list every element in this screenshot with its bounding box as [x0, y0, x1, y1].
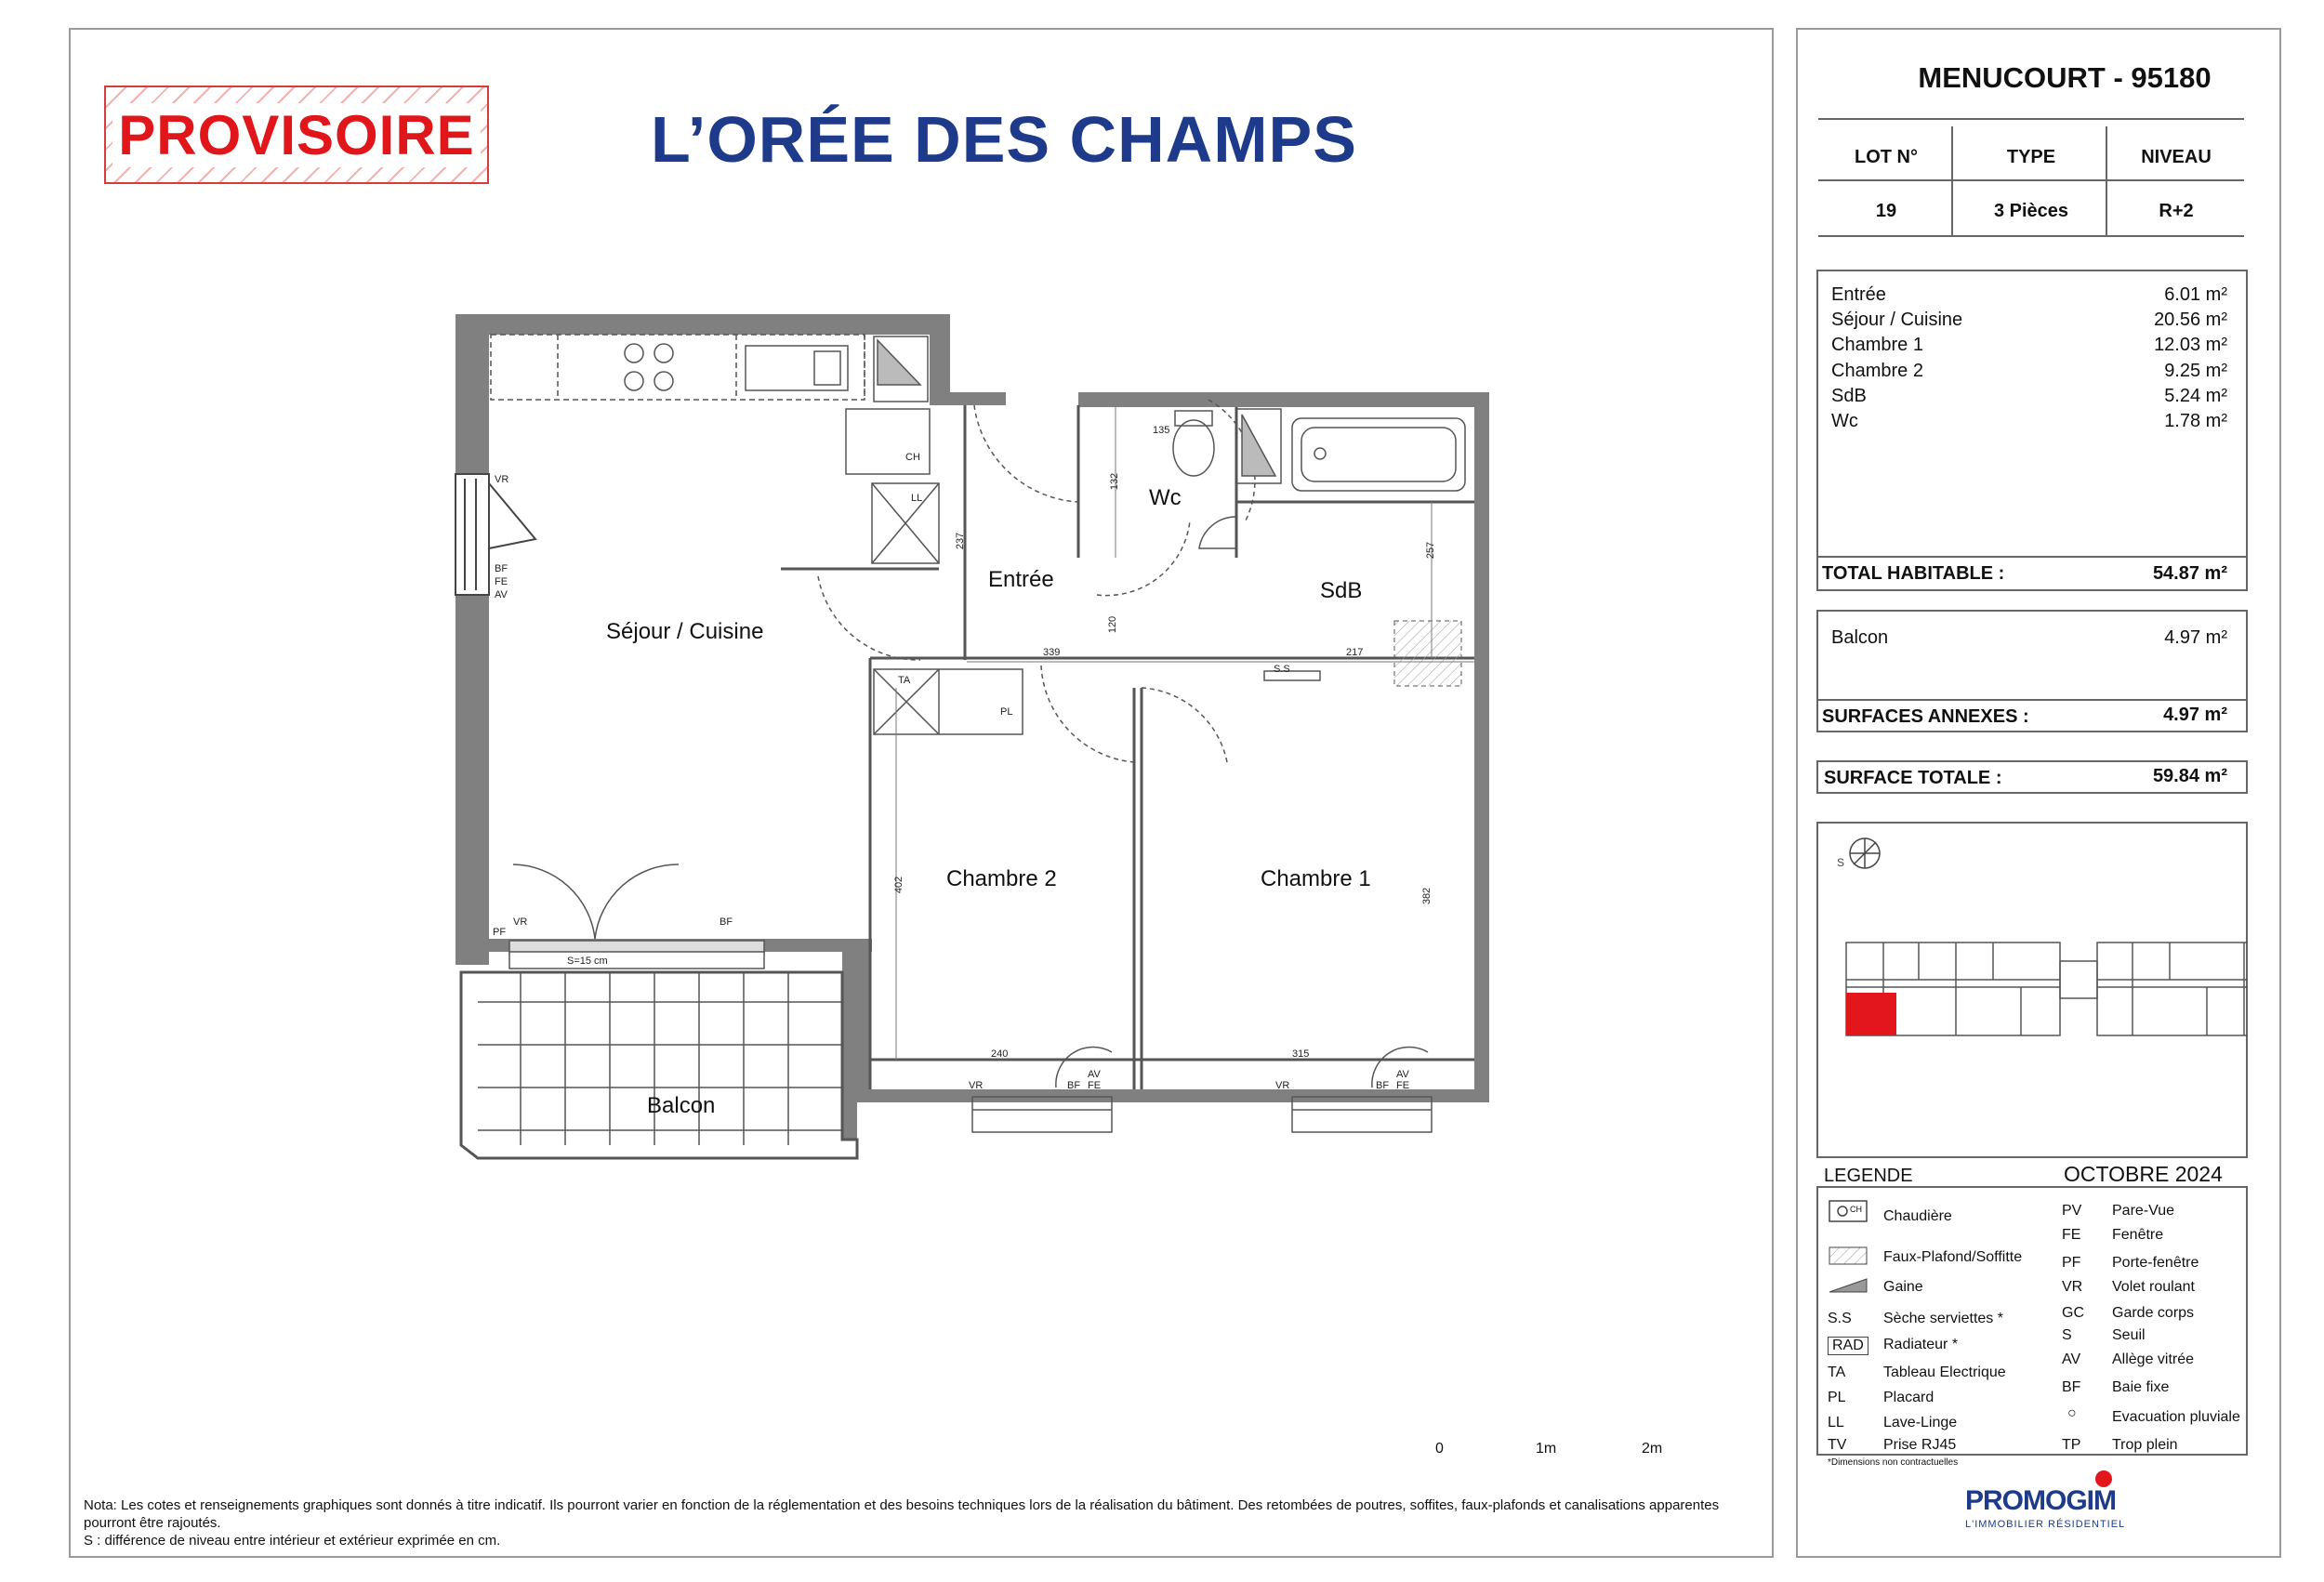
surface-value: 9.25 m²	[2164, 361, 2227, 381]
legend-ch: CH	[1850, 1205, 1862, 1214]
legend-date: OCTOBRE 2024	[2064, 1162, 2223, 1186]
code-av-ch1: AV	[1396, 1069, 1409, 1080]
brand-tagline: L'IMMOBILIER RÉSIDENTIEL	[1965, 1519, 2126, 1530]
code-vr-ch2: VR	[969, 1080, 984, 1091]
legend-right-label: Pare-Vue	[2112, 1203, 2174, 1219]
surfaces-annexes-label: SURFACES ANNEXES :	[1822, 706, 2029, 727]
legend-right-code: ○	[2067, 1405, 2077, 1421]
legend-left-label: Prise RJ45	[1883, 1437, 1957, 1453]
niveau-value: R+2	[2159, 201, 2194, 221]
legend-right-label: Volet roulant	[2112, 1279, 2195, 1295]
total-habitable-value: 54.87 m²	[2152, 563, 2227, 584]
north-compass-icon	[1837, 838, 1880, 869]
legend-right-code: S	[2062, 1327, 2072, 1343]
dim-237: 237	[955, 532, 967, 550]
annexe-value: 4.97 m²	[2164, 627, 2227, 648]
dim-382: 382	[1421, 887, 1433, 905]
room-balcon: Balcon	[647, 1093, 716, 1118]
legend-title: LEGENDE	[1824, 1166, 1913, 1186]
legend-left-code: S.S	[1828, 1311, 1852, 1326]
total-divider	[1816, 556, 2248, 558]
room-entree: Entrée	[988, 567, 1054, 592]
scale-0: 0	[1435, 1441, 1444, 1457]
surface-label: Wc	[1831, 411, 1858, 431]
legend-right-label: Allège vitrée	[2112, 1351, 2195, 1367]
legend-left-code: TA	[1828, 1364, 1846, 1380]
dim-315: 315	[1292, 1048, 1310, 1060]
legend-left-label: Faux-Plafond/Soffitte	[1883, 1249, 2023, 1265]
total-habitable-label: TOTAL HABITABLE :	[1822, 563, 2005, 584]
code-bf-ch2: BF	[1067, 1080, 1081, 1091]
svg-text:S: S	[1837, 856, 1845, 869]
surface-value: 6.01 m²	[2164, 284, 2227, 305]
legend-right-label: Porte-fenêtre	[2112, 1255, 2199, 1271]
annexes-divider	[1816, 699, 2248, 701]
code-fe-ch2: FE	[1088, 1080, 1102, 1091]
stamp-text: PROVISOIRE	[112, 103, 480, 167]
legend-right-label: Fenêtre	[2112, 1227, 2164, 1243]
header-location: MENUCOURT - 95180	[1918, 61, 2212, 94]
niveau-header: NIVEAU	[2141, 147, 2212, 167]
legend-left-label: Gaine	[1883, 1279, 1923, 1295]
legend-left-code: PL	[1828, 1390, 1846, 1405]
legend-left-label: Placard	[1883, 1390, 1934, 1405]
room-wc: Wc	[1149, 485, 1182, 510]
type-header: TYPE	[2006, 147, 2056, 167]
lot-value: 19	[1875, 201, 1897, 221]
legend-right-label: Seuil	[2112, 1327, 2146, 1343]
nota-seuil: S : différence de niveau entre intérieur et extérieur exprimée en cm.	[84, 1533, 501, 1549]
brand-logo	[1965, 1469, 2127, 1543]
code-vr-ch1: VR	[1275, 1080, 1290, 1091]
dim-120: 120	[1107, 615, 1119, 634]
legend-left-label: Lave-Linge	[1883, 1415, 1958, 1430]
legend-right-code: VR	[2062, 1279, 2083, 1295]
dim-seuil: S=15 cm	[567, 956, 608, 967]
dim-339: 339	[1043, 647, 1061, 658]
legend-left-label: Sèche serviettes *	[1883, 1311, 2003, 1326]
surface-label: Entrée	[1831, 284, 1886, 305]
room-chambre1: Chambre 1	[1261, 866, 1371, 891]
legend-right-code: BF	[2062, 1379, 2081, 1395]
surface-totale-value: 59.84 m²	[2152, 766, 2227, 786]
dim-257: 257	[1425, 541, 1437, 560]
legend-right-code: PF	[2062, 1255, 2081, 1271]
legend-right-label: Baie fixe	[2112, 1379, 2170, 1395]
location-plan	[1816, 822, 2248, 1158]
code-fe-left: FE	[495, 576, 508, 587]
code-pf: PF	[493, 927, 507, 938]
legend-right-label: Garde corps	[2112, 1305, 2195, 1321]
legend-right-code: PV	[2062, 1203, 2082, 1219]
code-av-ch2: AV	[1088, 1069, 1101, 1080]
code-ch: CH	[905, 452, 920, 463]
legend-left-label: Chaudière	[1883, 1208, 1952, 1224]
surface-label: Séjour / Cuisine	[1831, 310, 1963, 330]
code-bf-ch1: BF	[1376, 1080, 1390, 1091]
code-bf-sejour: BF	[720, 916, 733, 928]
surface-totale-label: SURFACE TOTALE :	[1824, 768, 2002, 788]
legend-left-label: Tableau Electrique	[1883, 1364, 2006, 1380]
legend-right-code: TP	[2062, 1437, 2081, 1453]
room-sdb: SdB	[1320, 578, 1363, 603]
surface-value: 12.03 m²	[2154, 335, 2227, 355]
dim-240: 240	[991, 1048, 1009, 1060]
room-chambre2: Chambre 2	[946, 866, 1057, 891]
code-ss: S.S	[1274, 664, 1290, 675]
legend-right-code: GC	[2062, 1305, 2084, 1321]
scale-1m: 1m	[1536, 1441, 1557, 1457]
surface-value: 5.24 m²	[2164, 386, 2227, 406]
project-title: L’ORÉE DES CHAMPS	[651, 103, 1357, 176]
legend-footnote: *Dimensions non contractuelles	[1828, 1457, 1959, 1468]
surface-value: 1.78 m²	[2164, 411, 2227, 431]
faux-plafond-icon	[1829, 1247, 1867, 1264]
brand-name: PROMOGIM	[1965, 1485, 2116, 1516]
code-fe-ch1: FE	[1396, 1080, 1410, 1091]
nota-text: Nota: Les cotes et renseignements graphiques sont donnés à titre indicatif. Ils pourront varier en fonction de la réglementation et des besoins techniques lors de la réalisation du bâtiment. Des retombées de poutres, soffites, faux-plafonds et canalisations apparentes pourront être rajoutés.	[84, 1497, 1720, 1531]
legend-left-label: Radiateur *	[1883, 1337, 1959, 1352]
lot-highlight	[1846, 993, 1896, 1035]
code-ta: TA	[898, 675, 911, 686]
code-bf-left: BF	[495, 563, 508, 574]
dim-402: 402	[893, 876, 905, 894]
surface-label: Chambre 1	[1831, 335, 1923, 355]
code-ll: LL	[911, 493, 923, 504]
dim-217: 217	[1346, 647, 1364, 658]
surface-value: 20.56 m²	[2154, 310, 2227, 330]
surface-label: SdB	[1831, 386, 1867, 406]
nota-block	[84, 1496, 1720, 1549]
surfaces-annexes-value: 4.97 m²	[2163, 705, 2227, 725]
legend-right-code: AV	[2062, 1351, 2081, 1367]
code-vr-sejour: VR	[513, 916, 528, 928]
dim-132: 132	[1109, 472, 1121, 491]
code-pl: PL	[1000, 706, 1013, 718]
code-vr-left: VR	[495, 474, 509, 485]
legend-right-label: Trop plein	[2112, 1437, 2178, 1453]
legend-left-code: TV	[1828, 1437, 1847, 1453]
legend-left-code: RAD	[1828, 1337, 1868, 1355]
legend-right-label: Evacuation pluviale	[2112, 1409, 2240, 1425]
lot-header: LOT N°	[1855, 147, 1918, 167]
dim-135: 135	[1153, 425, 1170, 436]
legend-left-code: LL	[1828, 1415, 1844, 1430]
code-av-left: AV	[495, 589, 508, 600]
scale-2m: 2m	[1642, 1441, 1663, 1457]
legend-right-code: FE	[2062, 1227, 2081, 1243]
room-sejour: Séjour / Cuisine	[606, 619, 764, 644]
annexe-label: Balcon	[1831, 627, 1889, 648]
gaine-icon	[1829, 1279, 1867, 1292]
surface-label: Chambre 2	[1831, 361, 1923, 381]
type-value: 3 Pièces	[1993, 201, 2069, 221]
